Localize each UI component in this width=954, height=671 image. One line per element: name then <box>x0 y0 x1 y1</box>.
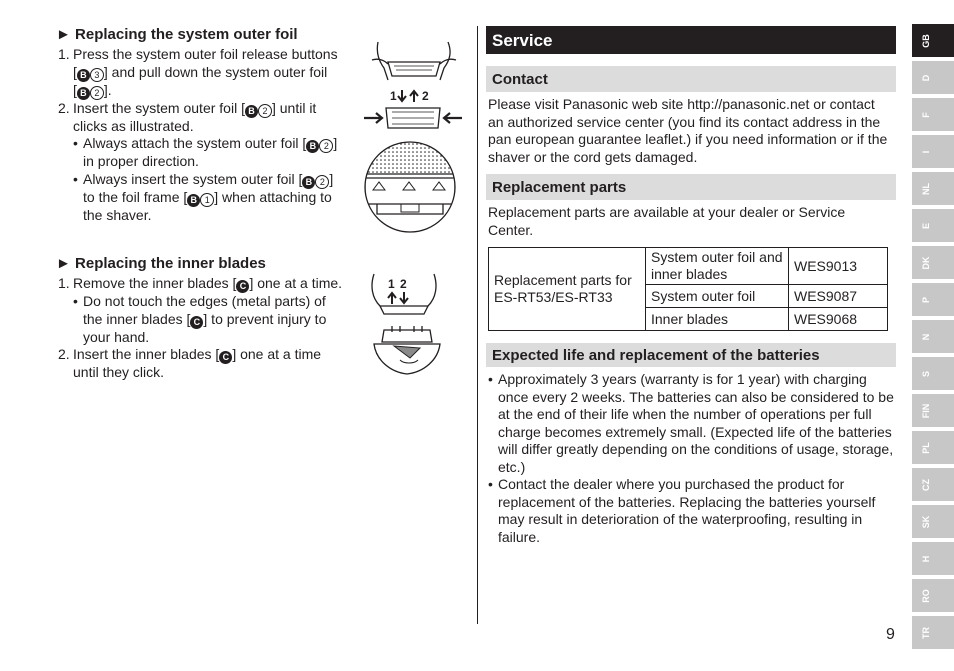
contact-text: Please visit Panasonic web site http://panasonic.net or contact an authorized service center (you find its contact address in the pan european guarantee leaflet.) if you need information or if the shaver or the cord gets damaged. <box>488 96 888 165</box>
left-column <box>56 26 366 382</box>
language-tab-label: N <box>921 333 931 340</box>
batteries-bullet-1: • Approximately 3 years (warranty is for 1 year) with charging once every 2 weeks. The batteries can also be considered to be at the end of their life when the number of operations per full charge becomes extremely small. (Expected life of the batteries will differ greatly depending on the conditions of usage, storage, etc.) <box>488 371 894 475</box>
language-tab-nl[interactable] <box>912 172 954 205</box>
page-number: 9 <box>886 626 895 643</box>
language-tab-e[interactable] <box>912 209 954 242</box>
label-b-icon: B <box>77 87 90 100</box>
foil-step-2: 2. Insert the system outer foil [ B 2 ] until it clicks as illustrated. <box>58 99 317 134</box>
blades-section-title: ► Replacing the inner blades <box>56 255 266 272</box>
arrow-label-1: 1 <box>390 89 397 103</box>
shaver-head-illustration <box>370 324 444 376</box>
label-b-icon: B <box>77 69 90 82</box>
label-c-icon: C <box>190 316 203 329</box>
service-heading: Service <box>486 26 896 54</box>
blades-removal-illustration <box>368 272 440 316</box>
table-cell-part: System outer foil <box>646 285 789 308</box>
arrow-down-icon <box>398 90 406 101</box>
language-tab-label: CZ <box>921 478 931 491</box>
table-row-header: Replacement parts for ES-RT53/ES-RT33 <box>489 248 646 331</box>
number-2-icon: 2 <box>90 86 104 100</box>
language-tab-label: F <box>921 111 931 118</box>
batteries-heading: Expected life and replacement of the batteries <box>486 343 896 367</box>
batteries-bullet-2: • Contact the dealer where you purchased the product for replacement of the batteries. Replacing the batteries yourself may result in deterioration of the waterproofing, resulting in failure. <box>488 476 876 545</box>
language-tab-p[interactable] <box>912 283 954 316</box>
arrow-up-icon <box>410 91 418 102</box>
language-tab-label: NL <box>921 182 931 195</box>
blades-bullet-1: • Do not touch the edges (metal parts) of the inner blades [ C ] to prevent injury to your hand. <box>73 293 327 345</box>
language-tab-gb[interactable] <box>912 24 954 57</box>
arrow-down-icon <box>400 292 408 303</box>
column-divider <box>477 26 478 624</box>
language-tab-label: S <box>921 370 931 377</box>
arrow-label-2: 2 <box>422 89 429 103</box>
language-tab-label: H <box>921 555 931 562</box>
table-cell-code: WES9068 <box>789 308 888 331</box>
foil-bullet-2: • Always insert the system outer foil [ B 2 ] to the foil frame [ B 1 ] when attaching to the shaver. <box>73 170 334 223</box>
foil-bullet-1: • Always attach the system outer foil [ B 2 ] in proper direction. <box>73 135 338 169</box>
language-tab-label: DK <box>921 256 931 269</box>
blade-label-1: 1 <box>388 277 395 291</box>
foil-section-title: ► Replacing the system outer foil <box>56 26 298 43</box>
language-tab-n[interactable] <box>912 320 954 353</box>
foil-insert-illustration <box>362 86 466 134</box>
language-tab-sk[interactable] <box>912 505 954 538</box>
table-cell-part: Inner blades <box>646 308 789 331</box>
table-cell-code: WES9013 <box>789 248 888 285</box>
number-2-icon: 2 <box>258 104 272 118</box>
number-3-icon: 3 <box>90 68 104 82</box>
label-b-icon: B <box>187 194 200 207</box>
language-tab-label: PL <box>921 441 931 454</box>
contact-heading: Contact <box>486 66 896 92</box>
language-tab-cz[interactable] <box>912 468 954 501</box>
language-tab-label: FIN <box>921 403 931 418</box>
language-tabs <box>912 24 954 653</box>
foil-step-1: 1. Press the system outer foil release buttons [ B 3 ] and pull down the system outer foil [ B 2 ]. <box>58 46 338 98</box>
number-1-icon: 1 <box>200 193 214 207</box>
blades-step-1: 1. Remove the inner blades [ C ] one at a time. <box>58 275 343 291</box>
language-tab-h[interactable] <box>912 542 954 575</box>
arrow-left-icon <box>444 113 462 123</box>
label-c-icon: C <box>236 280 249 293</box>
language-tab-d[interactable] <box>912 61 954 94</box>
number-2-icon: 2 <box>315 175 329 189</box>
language-tab-label: SK <box>921 515 931 528</box>
label-c-icon: C <box>219 351 232 364</box>
replacement-parts-heading: Replacement parts <box>486 174 896 200</box>
language-tab-label: TR <box>921 626 931 639</box>
language-tab-pl[interactable] <box>912 431 954 464</box>
blades-step-2: 2. Insert the inner blades [ C ] one at a time until they click. <box>58 346 322 380</box>
replacement-parts-text: Replacement parts are available at your dealer or Service Center. <box>488 204 846 238</box>
arrow-right-icon <box>364 113 382 123</box>
language-tab-s[interactable] <box>912 357 954 390</box>
table-row <box>489 248 888 285</box>
language-tab-fin[interactable] <box>912 394 954 427</box>
language-tab-label: GB <box>921 33 931 48</box>
foil-removal-illustration <box>368 40 462 84</box>
language-tab-label: E <box>921 222 931 229</box>
language-tab-tr[interactable] <box>912 616 954 649</box>
language-tab-dk[interactable] <box>912 246 954 279</box>
language-tab-label: I <box>921 150 931 153</box>
language-tab-f[interactable] <box>912 98 954 131</box>
language-tab-label: RO <box>921 588 931 603</box>
table-cell-code: WES9087 <box>789 285 888 308</box>
label-b-icon: B <box>306 140 319 153</box>
foil-frame-closeup-illustration <box>363 134 457 240</box>
right-column <box>486 26 896 546</box>
label-b-icon: B <box>302 176 315 189</box>
arrow-up-icon <box>388 293 396 304</box>
replacement-parts-table <box>488 247 888 331</box>
table-cell-part: System outer foil and inner blades <box>646 248 789 285</box>
language-tab-label: D <box>921 74 931 81</box>
blade-label-2: 2 <box>400 277 407 291</box>
number-2-icon: 2 <box>319 139 333 153</box>
language-tab-ro[interactable] <box>912 579 954 612</box>
language-tab-i[interactable] <box>912 135 954 168</box>
language-tab-label: P <box>921 296 931 303</box>
label-b-icon: B <box>245 105 258 118</box>
